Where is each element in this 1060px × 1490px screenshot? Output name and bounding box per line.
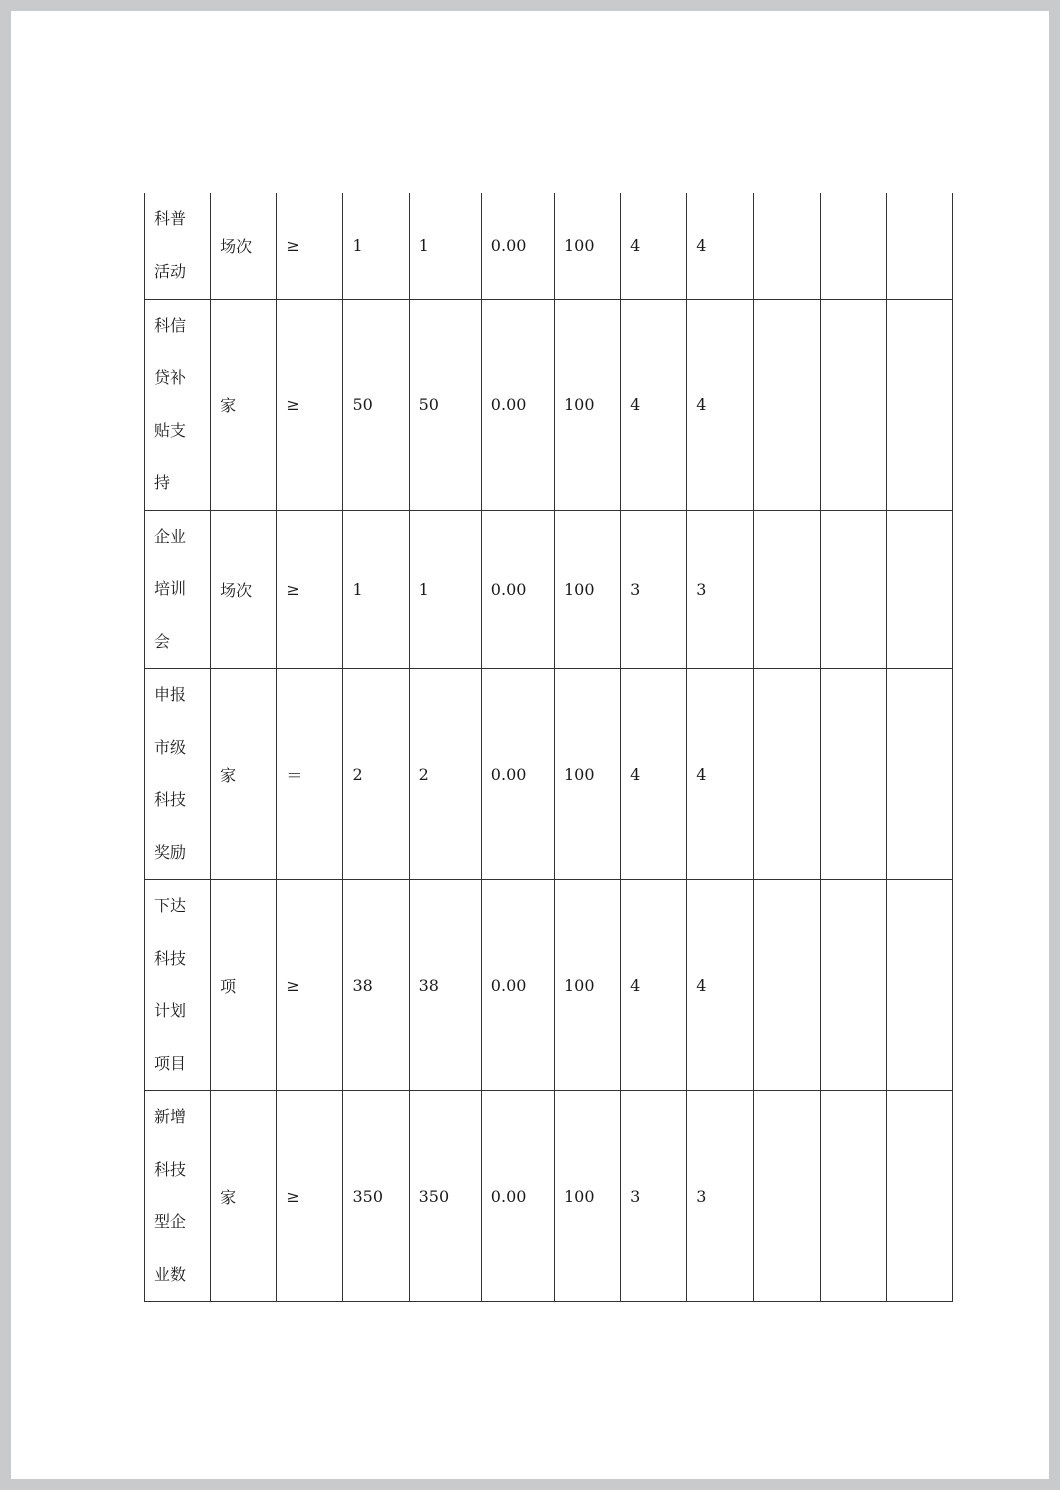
unit-cell: 项 xyxy=(211,880,277,1091)
completion-rate-cell: 100 xyxy=(554,669,620,880)
empty-cell xyxy=(820,880,886,1091)
score-cell: 3 xyxy=(687,1091,754,1302)
empty-cell xyxy=(754,193,820,299)
score-cell: 3 xyxy=(687,510,754,669)
weight-cell: 4 xyxy=(621,193,687,299)
table-row xyxy=(145,510,953,669)
target-value-cell: 1 xyxy=(343,510,409,669)
target-value-cell: 2 xyxy=(343,669,409,880)
weight-cell: 3 xyxy=(621,1091,687,1302)
document-page xyxy=(11,11,1049,1479)
target-value-cell: 38 xyxy=(343,880,409,1091)
empty-cell xyxy=(820,669,886,880)
empty-cell xyxy=(886,1091,952,1302)
completion-rate-cell: 100 xyxy=(554,880,620,1091)
empty-cell xyxy=(820,299,886,510)
unit-cell: 场次 xyxy=(211,510,277,669)
unit-cell: 家 xyxy=(211,669,277,880)
operator-cell: ≥ xyxy=(277,880,343,1091)
completion-rate-cell: 100 xyxy=(554,193,620,299)
empty-cell xyxy=(886,880,952,1091)
deviation-cell: 0.00 xyxy=(481,1091,554,1302)
table-row xyxy=(145,299,953,510)
empty-cell xyxy=(820,193,886,299)
score-cell: 4 xyxy=(687,669,754,880)
empty-cell xyxy=(886,299,952,510)
operator-cell: ≥ xyxy=(277,1091,343,1302)
actual-value-cell: 38 xyxy=(409,880,481,1091)
indicator-table xyxy=(144,193,953,1302)
operator-cell: ≥ xyxy=(277,510,343,669)
weight-cell: 3 xyxy=(621,510,687,669)
empty-cell xyxy=(820,510,886,669)
empty-cell xyxy=(754,1091,820,1302)
operator-cell: ≥ xyxy=(277,299,343,510)
completion-rate-cell: 100 xyxy=(554,1091,620,1302)
empty-cell xyxy=(886,193,952,299)
table-row xyxy=(145,669,953,880)
empty-cell xyxy=(754,880,820,1091)
deviation-cell: 0.00 xyxy=(481,299,554,510)
actual-value-cell: 2 xyxy=(409,669,481,880)
empty-cell xyxy=(754,510,820,669)
indicator-name-cell: 企业 培训 会 xyxy=(145,510,211,669)
actual-value-cell: 1 xyxy=(409,510,481,669)
table-row xyxy=(145,880,953,1091)
score-cell: 4 xyxy=(687,299,754,510)
empty-cell xyxy=(820,1091,886,1302)
indicator-name-cell: 新增 科技 型企 业数 xyxy=(145,1091,211,1302)
indicator-name-cell: 下达 科技 计划 项目 xyxy=(145,880,211,1091)
actual-value-cell: 350 xyxy=(409,1091,481,1302)
unit-cell: 家 xyxy=(211,1091,277,1302)
weight-cell: 4 xyxy=(621,299,687,510)
empty-cell xyxy=(754,299,820,510)
indicator-name-cell: 申报 市级 科技 奖励 xyxy=(145,669,211,880)
empty-cell xyxy=(754,669,820,880)
score-cell: 4 xyxy=(687,193,754,299)
completion-rate-cell: 100 xyxy=(554,299,620,510)
target-value-cell: 1 xyxy=(343,193,409,299)
deviation-cell: 0.00 xyxy=(481,510,554,669)
empty-cell xyxy=(886,669,952,880)
deviation-cell: 0.00 xyxy=(481,669,554,880)
deviation-cell: 0.00 xyxy=(481,880,554,1091)
weight-cell: 4 xyxy=(621,669,687,880)
table-row xyxy=(145,1091,953,1302)
operator-cell: ≥ xyxy=(277,193,343,299)
operator-cell: ＝ xyxy=(277,669,343,880)
weight-cell: 4 xyxy=(621,880,687,1091)
empty-cell xyxy=(886,510,952,669)
deviation-cell: 0.00 xyxy=(481,193,554,299)
actual-value-cell: 50 xyxy=(409,299,481,510)
indicator-name-cell: 科普 活动 xyxy=(145,193,211,299)
actual-value-cell: 1 xyxy=(409,193,481,299)
unit-cell: 家 xyxy=(211,299,277,510)
completion-rate-cell: 100 xyxy=(554,510,620,669)
table-row xyxy=(145,193,953,299)
indicator-name-cell: 科信 贷补 贴支 持 xyxy=(145,299,211,510)
score-cell: 4 xyxy=(687,880,754,1091)
unit-cell: 场次 xyxy=(211,193,277,299)
target-value-cell: 350 xyxy=(343,1091,409,1302)
target-value-cell: 50 xyxy=(343,299,409,510)
